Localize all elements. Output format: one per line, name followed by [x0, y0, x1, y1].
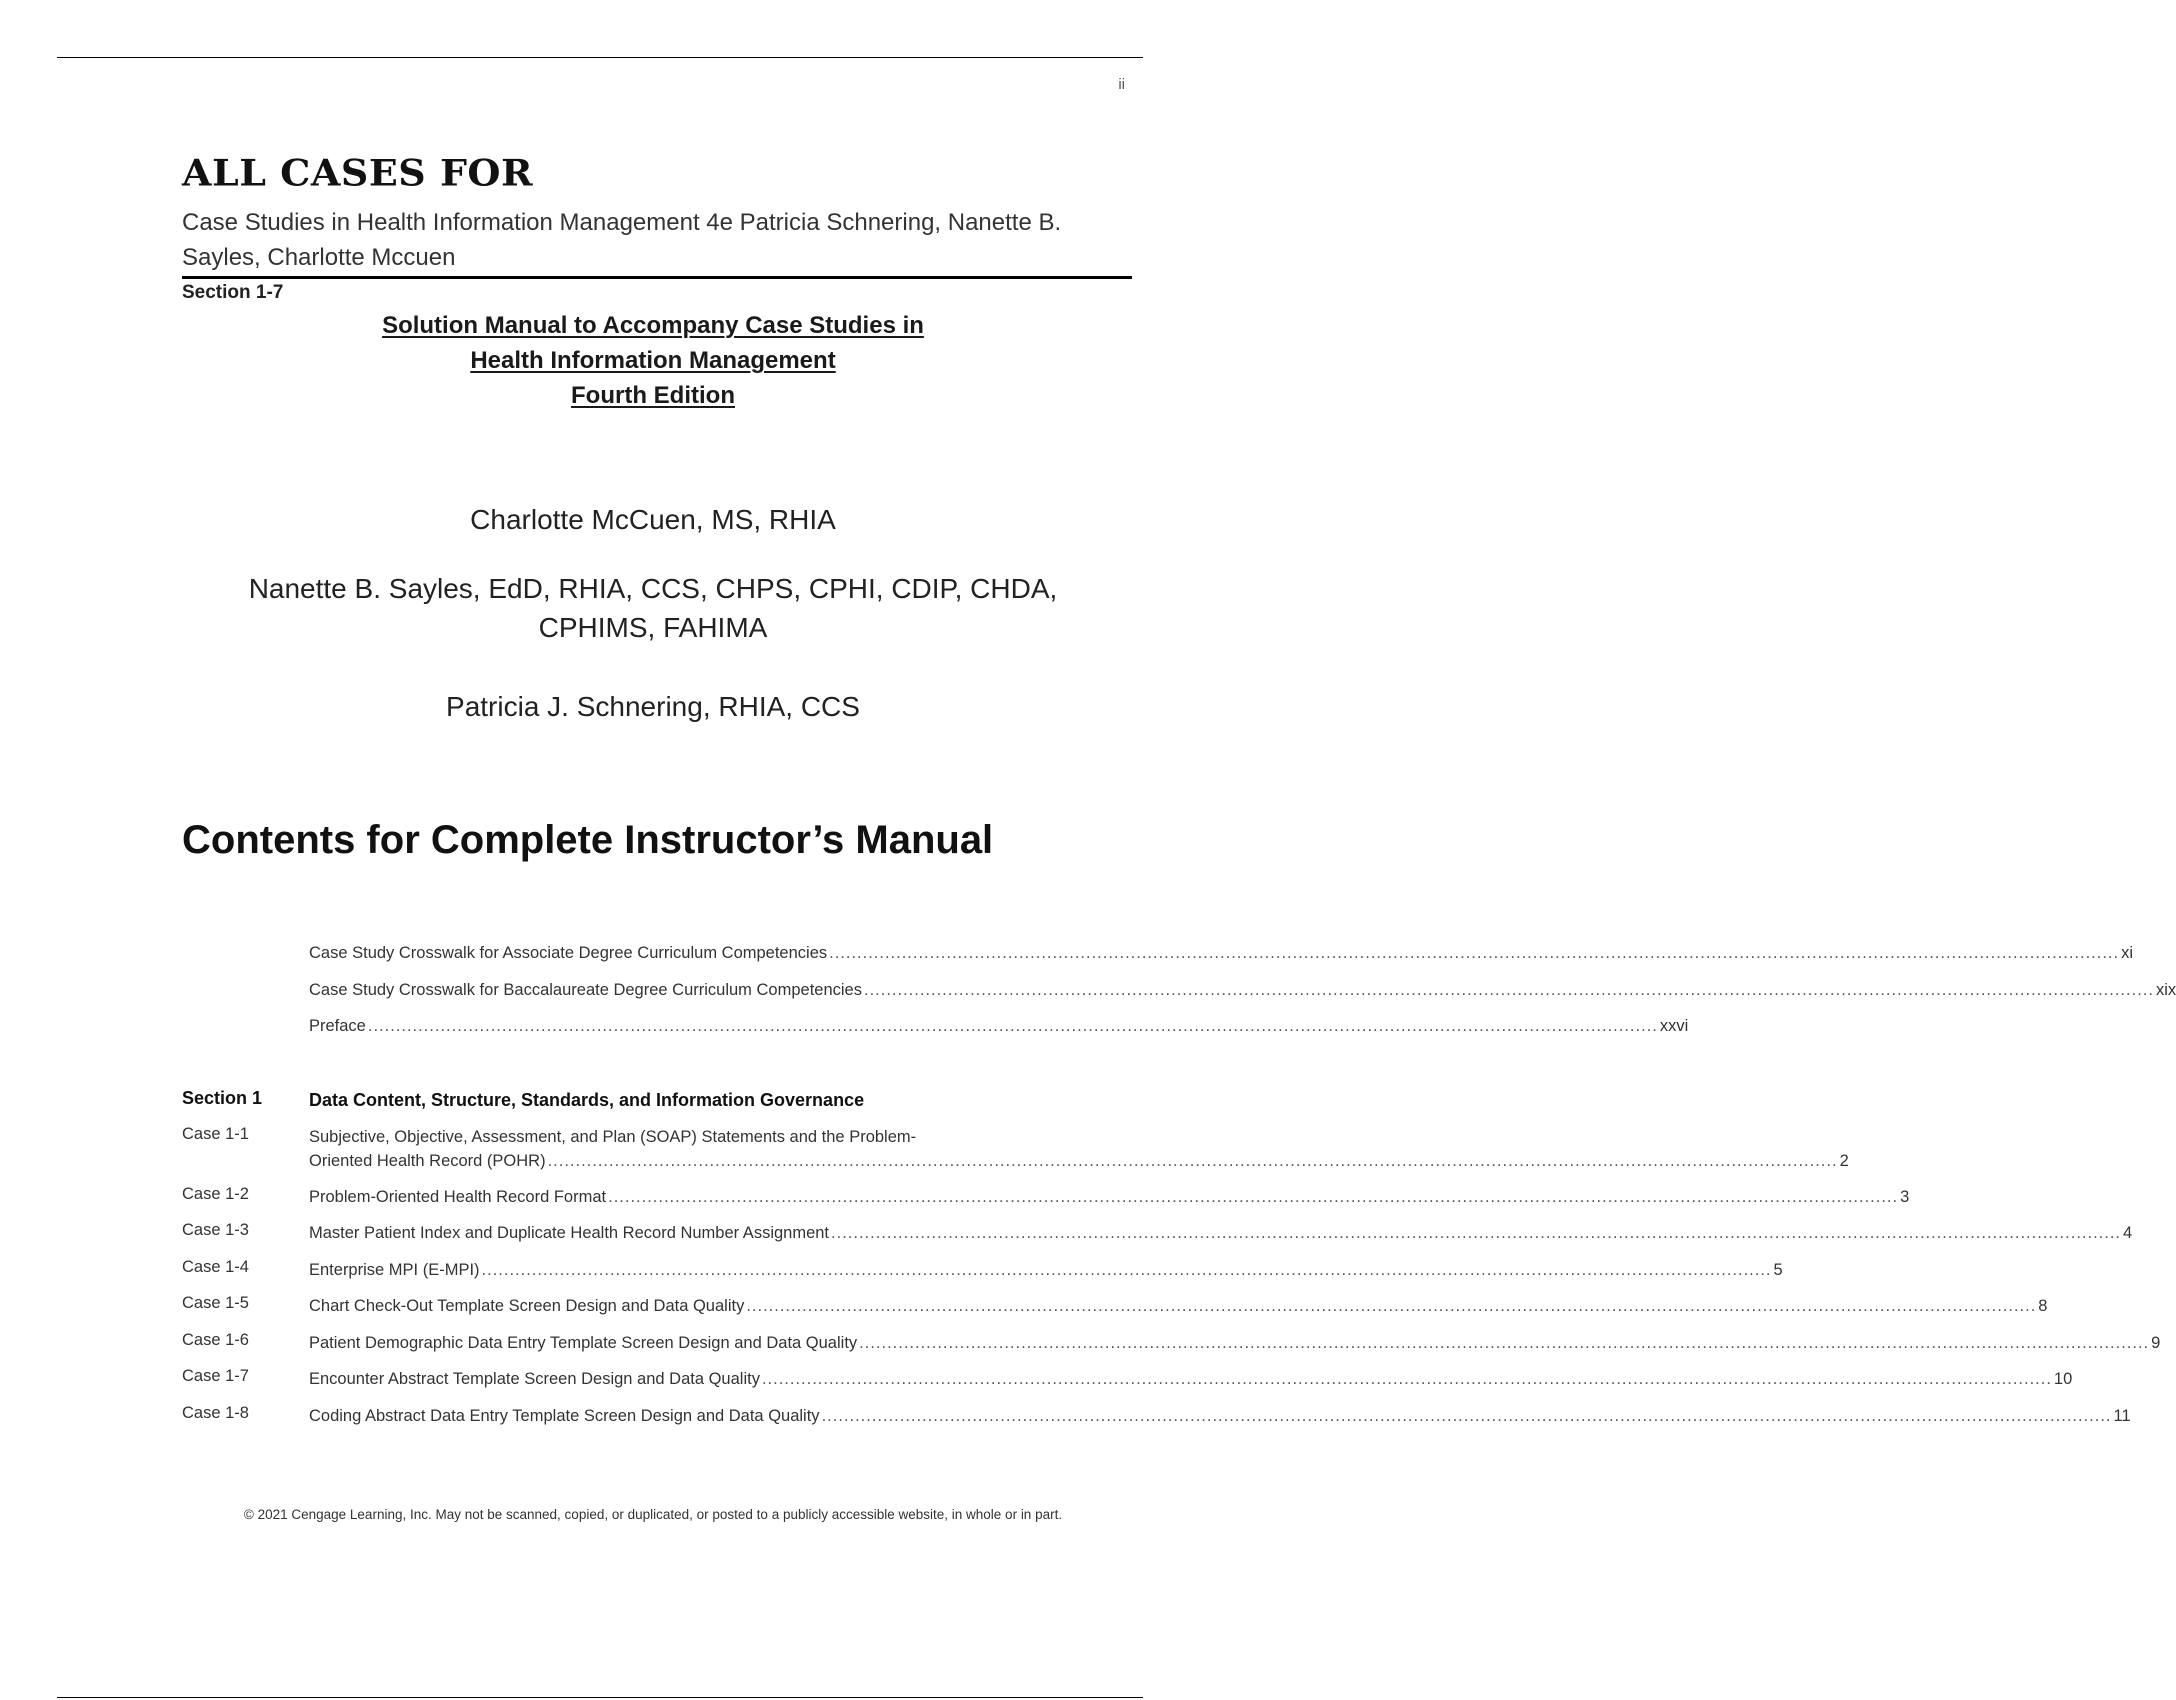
case-label: Case 1-7 — [182, 1367, 249, 1385]
top-rule — [57, 57, 1143, 58]
manual-title — [182, 308, 1124, 413]
toc-row[interactable] — [182, 1367, 2073, 1404]
toc-entry-title: Oriented Health Record (POHR) — [309, 1151, 546, 1170]
author-2: Nanette B. Sayles, EdD, RHIA, CCS, CHPS, CPHI, CDIP, CHDA, CPHIMS, FAHIMA — [248, 573, 1058, 643]
section-label: Section 1 — [182, 1088, 263, 1108]
section-1-list — [182, 1088, 2161, 1440]
dot-leader — [829, 941, 2119, 965]
manual-title-line-1: Solution Manual to Accompany Case Studies in — [382, 312, 924, 339]
toc-row[interactable] — [182, 1221, 2133, 1258]
toc-row[interactable] — [182, 1014, 1689, 1051]
bottom-rule — [57, 1697, 1143, 1698]
case-label: Case 1-1 — [182, 1124, 249, 1143]
section-heading-row — [182, 1088, 1052, 1125]
toc-entry-title: Master Patient Index and Duplicate Health Record Number Assignment — [309, 1224, 830, 1242]
toc-row[interactable] — [182, 1124, 1849, 1185]
section-range-label: Section 1-7 — [182, 282, 284, 303]
toc-entry-title: Patient Demographic Data Entry Template Screen Design and Data Quality — [309, 1333, 858, 1352]
toc-entry-page: 2 — [1839, 1151, 1849, 1170]
toc-row[interactable] — [182, 1184, 1910, 1222]
toc-row[interactable] — [182, 1257, 1783, 1295]
toc-row[interactable] — [182, 1403, 2131, 1441]
dot-leader — [482, 1258, 1772, 1282]
page-number: ii — [1118, 76, 1125, 93]
author-3: Patricia J. Schnering, RHIA, CCS — [446, 691, 860, 722]
document-heading — [182, 151, 1132, 275]
toc-entry-page: xxvi — [1659, 1017, 1689, 1035]
toc-row[interactable] — [182, 1330, 2161, 1368]
manual-title-line-2: Health Information Management — [470, 347, 836, 374]
toc-entry-title: Case Study Crosswalk for Associate Degree Curriculum Competencies — [309, 944, 828, 962]
all-cases-title: ALL CASES FOR — [182, 151, 534, 194]
dot-leader — [864, 978, 2154, 1002]
author-1: Charlotte McCuen, MS, RHIA — [470, 504, 836, 535]
toc-entry-page: 4 — [2123, 1224, 2133, 1242]
contents-title: Contents for Complete Instructor’s Manual — [182, 818, 994, 862]
toc-entry-page: xi — [2121, 944, 2134, 962]
dot-leader — [859, 1331, 2149, 1355]
dot-leader — [762, 1367, 2052, 1391]
toc-row[interactable] — [182, 1294, 2048, 1331]
heading-rule — [182, 276, 1132, 279]
toc-entry-page: 11 — [2113, 1406, 2131, 1425]
toc-entry-page: 10 — [2053, 1370, 2073, 1388]
toc-entry-page: 5 — [1773, 1260, 1783, 1279]
toc-entry-page: 9 — [2151, 1333, 2161, 1352]
toc-row[interactable] — [182, 978, 2176, 1015]
toc-entry-title: Chart Check-Out Template Screen Design and Data Quality — [309, 1297, 745, 1315]
toc-entry-title: Coding Abstract Data Entry Template Screen Design and Data Quality — [309, 1406, 820, 1425]
toc-entry-title: Encounter Abstract Template Screen Design and Data Quality — [309, 1370, 760, 1388]
dot-leader — [822, 1404, 2112, 1428]
dot-leader — [368, 1014, 1658, 1038]
toc-entry-page: xix — [2155, 980, 2176, 999]
section-title: Data Content, Structure, Standards, and Information Governance — [309, 1090, 865, 1110]
dot-leader — [548, 1149, 1838, 1173]
toc-row[interactable] — [182, 941, 2134, 978]
dot-leader — [608, 1185, 1898, 1209]
case-label: Case 1-6 — [182, 1330, 249, 1349]
toc-entry-title-line-1: Subjective, Objective, Assessment, and Plan (SOAP) Statements and the Problem- — [309, 1127, 917, 1146]
toc-entry-page: 8 — [2038, 1297, 2048, 1315]
dot-leader — [746, 1294, 2036, 1318]
dot-leader — [831, 1221, 2121, 1245]
toc-entry-title: Problem-Oriented Health Record Format — [309, 1187, 607, 1206]
case-label: Case 1-4 — [182, 1257, 249, 1276]
case-label: Case 1-8 — [182, 1403, 249, 1422]
toc-entry-title: Preface — [309, 1017, 366, 1035]
front-matter-list — [182, 941, 2176, 1051]
toc-entry-title: Enterprise MPI (E-MPI) — [309, 1260, 480, 1279]
toc-entry-title: Case Study Crosswalk for Baccalaureate Degree Curriculum Competencies — [309, 980, 862, 999]
case-label: Case 1-5 — [182, 1294, 249, 1312]
case-label: Case 1-2 — [182, 1184, 249, 1203]
copyright-notice: © 2021 Cengage Learning, Inc. May not be scanned, copied, or duplicated, or posted to a publicly accessible website, in whole or in part. — [243, 1507, 1063, 1522]
case-label: Case 1-3 — [182, 1221, 249, 1239]
toc-entry-page: 3 — [1900, 1187, 1910, 1206]
manual-title-line-3: Fourth Edition — [571, 382, 735, 409]
book-subtitle: Case Studies in Health Information Management 4e Patricia Schnering, Nanette B. Sayles, Charlotte Mccuen — [182, 209, 1062, 271]
